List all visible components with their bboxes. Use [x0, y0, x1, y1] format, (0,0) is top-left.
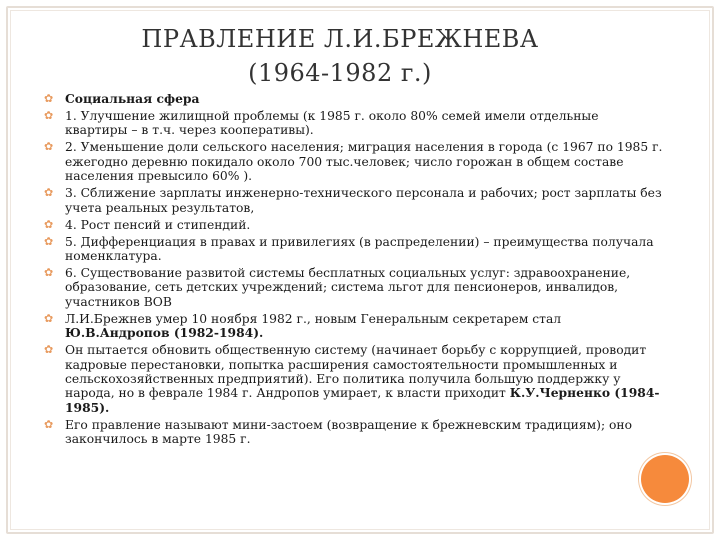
fleuron-bullet-icon: ✿: [44, 92, 54, 105]
list-item: [44, 109, 664, 138]
list-item: [44, 140, 664, 183]
list-item-bold-tail: Ю.В.Андропов (1982-1984).: [65, 325, 264, 341]
list-item: [44, 235, 664, 264]
slide-title-line-1: ПРАВЛЕНИЕ Л.И.БРЕЖНЕВА: [141, 25, 539, 53]
list-item: [44, 218, 664, 232]
list-item: [44, 266, 664, 309]
list-item-text: Л.И.Брежнев умер 10 ноября 1982 г., новым Генеральным секретарем стал: [65, 311, 562, 326]
list-item-text: 1. Улучшение жилищной проблемы (к 1985 г. около 80% семей имели отдельные квартиры – в т.ч. через кооперативы).: [65, 109, 599, 138]
list-item: [44, 418, 664, 447]
fleuron-bullet-icon: ✿: [44, 266, 54, 280]
list-item-text: 6. Существование развитой системы бесплатных социальных услуг: здравоохранение, образование, сеть детских учреждений; система льгот для пенсионеров, инвалидов, участников ВОВ: [65, 266, 631, 309]
slide-title-line-2: (1964-1982 г.): [248, 59, 432, 87]
list-item: [44, 312, 664, 341]
list-item-bold-tail: К.У.Черненко (1984-1985).: [65, 385, 660, 415]
slide-title: [60, 22, 620, 90]
list-item-text: Его правление называют мини-застоем (возвращение к брежневским традициям); оно закончилось в марте 1985 г.: [65, 417, 632, 447]
list-item-text: 2. Уменьшение доли сельского населения; миграция населения в города (с 1967 по 1985 г. ежегодно деревню покидало около 700 тыс.человек; число горожан в общем составе населения превысило 60% ).: [65, 140, 663, 184]
list-item-text: 4. Рост пенсий и стипендий.: [65, 217, 251, 232]
fleuron-bullet-icon: ✿: [44, 140, 54, 154]
decorative-orange-circle: [641, 455, 689, 503]
fleuron-bullet-icon: ✿: [44, 186, 54, 200]
fleuron-bullet-icon: ✿: [44, 234, 54, 248]
list-item-text: Социальная сфера: [65, 91, 200, 106]
fleuron-bullet-icon: ✿: [44, 311, 54, 325]
fleuron-bullet-icon: ✿: [44, 217, 54, 231]
list-item-text: 5. Дифференциация в правах и привилегиях (в распределении) – преимущества получала номенклатура.: [65, 234, 654, 264]
list-item-text: Он пытается обновить общественную систему (начинает борьбу с коррупцией, проводит кадровые перестановки, попытка расширения самостоятельности промышленных и сельскохозяйственных предприятий). Его политика получила большую поддержку у народа, но в феврале 1984 г. Андропов умирает, к власти приходит: [65, 343, 647, 401]
list-item-text: 3. Сближение зарплаты инженерно-технического персонала и рабочих; рост зарплаты без учета реальных результатов,: [65, 186, 662, 215]
list-item: [44, 343, 664, 415]
fleuron-bullet-icon: ✿: [44, 417, 54, 431]
fleuron-bullet-icon: ✿: [44, 343, 54, 357]
fleuron-bullet-icon: ✿: [44, 109, 54, 122]
list-item: [44, 92, 664, 106]
content-list: [44, 92, 664, 449]
list-item: [44, 186, 664, 215]
